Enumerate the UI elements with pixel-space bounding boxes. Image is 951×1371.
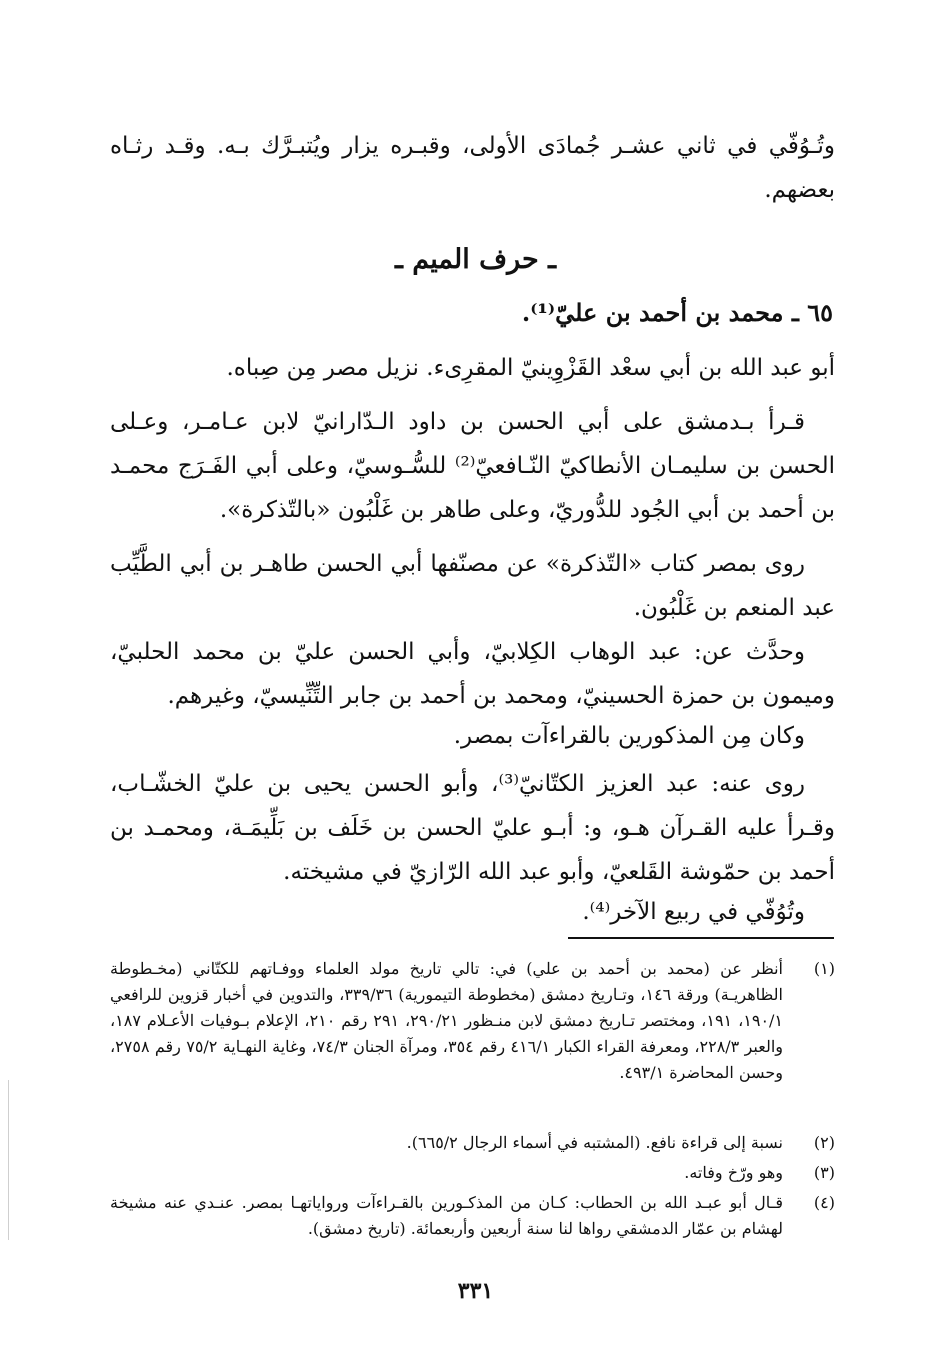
section-heading: ـ حرف الميم ـ xyxy=(394,244,557,275)
footnote-4 xyxy=(110,1190,835,1242)
entry-paragraph-transmission: روى بمصر كتاب «التّذكرة» عن مصنّفها أبي الحسن طاهـر بن أبي الطَّيِّب عبد المنعم بن غَلْبُون. xyxy=(110,551,835,621)
entry-paragraph-death: وتُوُفّي في ربيع الآخر⁽⁴⁾. xyxy=(582,899,805,925)
entry-paragraph-teachers: قـرأ بـدمشق على أبي الحسن بن داود الـدّارانيّ لابن عـامـر، وعـلى الحسن بن سليمـان الأنطاكيّ النّـافعيّ⁽²⁾ للسُّـوسيّ، وعلى أبي الفَـرَج محمـد بن أحمد بن أبي الجُود للدُّوريّ، وعلى طاهر بن غَلْبُون «بالتّذكرة». xyxy=(110,409,835,523)
entry-paragraph-narrated-from: وحدَّث عن: عبد الوهاب الكِلابيّ، وأبي الحسن عليّ بن محمد الحلبيّ، وميمون بن حمزة الحسينيّ، ومحمد بن أحمد بن جابر التِّنِّيسيّ، وغيرهم. xyxy=(110,639,835,709)
footnote-text: قـال أبو عبـد الله بن الحطاب: كـان من المذكـورين بالقـراءآت ورواياتهـا بمصر. عنـدي عنه مشيخة لهشام بن عمّار الدمشقي رواها لنا سنة أربعين وأربعمائة. (تاريخ دمشق). xyxy=(110,1193,783,1238)
entry-paragraph-reputation: وكان مِن المذكورين بالقراءآت بمصر. xyxy=(453,723,805,749)
scan-edge-mark xyxy=(8,1080,9,1240)
footnote-number: (٣) xyxy=(813,1163,835,1182)
page-number: ٣٣١ xyxy=(457,1278,494,1304)
top-paragraph: وتُـوُفّي في ثاني عشـر جُمادَى الأولى، وقبـره يزار ويُتبـرَّك بـه. وقـد رثـاه بعضهم. xyxy=(110,133,835,203)
entry-paragraph-origin: أبو عبد الله بن أبي سعْد القَزْوِينيّ المقرِىء. نزيل مصر مِن صِباه. xyxy=(226,355,835,381)
footnote-1 xyxy=(110,956,835,1086)
footnote-number: (٢) xyxy=(813,1133,835,1152)
entry-paragraph-students: روى عنه: عبد العزيز الكتّانيّ⁽³⁾، وأبو الحسن يحيى بن عليّ الخشّـاب، وقـرأ عليه القـرآن هـو، و: أبـو عليّ الحسن بن خَلَف بن بَلِّيمَـة، ومحمـد بن أحمد بن حمّوشة القَلعيّ، وأبو عبد الله الرّازيّ في مشيخته. xyxy=(110,771,836,885)
entry-title: ٦٥ ـ محمد بن أحمد بن عليّ⁽¹⁾. xyxy=(521,298,833,327)
footnote-text: أنظر عن (محمد بن أحمد بن علي) في: تالي تاريخ مولد العلماء ووفـاتهم للكتّاني (مخـطوطة الظاهريـة) ورقة ١٤٦، وتـاريخ دمشق (مخطوطة التيمورية) ٣٣٩/٣٦، والتدوين في أخبار قزوين للرافعي ١٩٠/١، ١٩١، ومختصر تـاريخ دمشق لابن منـظور ٢٩٠/٢١، ٢٩١ رقم ٢١٠، الإعلام بـوفيات الأعـلام ١٨٧، والعبر ٢٢٨/٣، ومعرفة القراء الكبار ٤١٦/١ رقم ٣٥٤، ومرآة الجنان ٧٤/٣، وغاية النهـاية ٧٥/٢ رقم ٢٧٥٨، وحسن المحاضرة ٤٩٣/١. xyxy=(110,959,784,1082)
footnote-text: وهو ورّخ وفاته. xyxy=(684,1163,783,1182)
footnote-2 xyxy=(110,1130,835,1156)
footnote-number: (١) xyxy=(813,959,835,978)
footnote-text: نسبة إلى قراءة نافع. (المشتبه في أسماء الرجال ٦٦٥/٢). xyxy=(406,1133,783,1152)
footnote-separator xyxy=(568,937,834,939)
footnote-3 xyxy=(110,1160,835,1186)
footnote-number: (٤) xyxy=(813,1193,835,1212)
